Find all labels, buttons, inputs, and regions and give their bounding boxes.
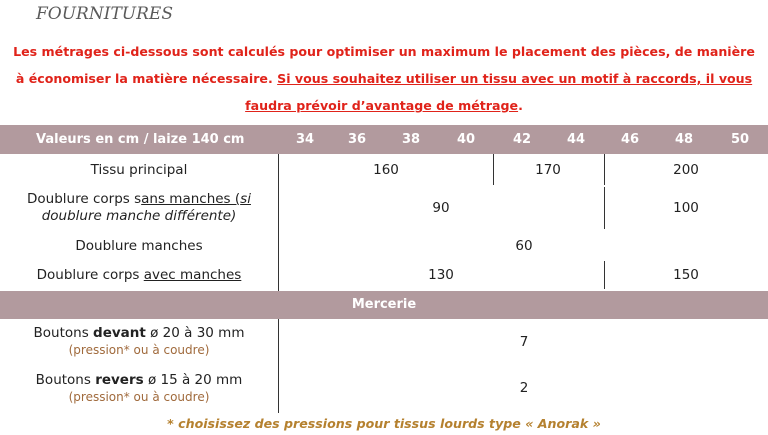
label-bold: revers (95, 372, 144, 388)
table-row-doublure-sans-manches (0, 187, 768, 231)
size-44: 44 (566, 132, 586, 147)
size-48: 48 (674, 132, 694, 147)
label-part: Doublure corps s (27, 191, 142, 207)
label-line2: doublure manche différente) (41, 208, 237, 224)
table-row-doublure-avec-manches (0, 261, 768, 291)
boutons-revers-note: (pression* ou à coudre) (68, 390, 210, 404)
label-part: Boutons (35, 372, 96, 388)
size-50: 50 (730, 132, 750, 147)
value-boutons-devant: 7 (519, 334, 529, 350)
row-label-boutons-revers (0, 372, 278, 406)
table-row-boutons-revers (0, 365, 768, 411)
size-46: 46 (620, 132, 640, 147)
label-underlined: avec manches (143, 267, 242, 283)
value-tissu-160: 160 (373, 162, 399, 178)
intro-note (8, 38, 760, 119)
label-bold: devant (93, 325, 146, 341)
divider-tissu-2 (604, 154, 605, 185)
label-part: Doublure corps (36, 267, 144, 283)
row-label-tissu-principal: Tissu principal (90, 162, 188, 178)
table-row-boutons-devant (0, 319, 768, 365)
value-avec-manches-130: 130 (428, 267, 454, 283)
size-42: 42 (512, 132, 532, 147)
column-divider-label (278, 154, 279, 291)
table-row-doublure-manches (0, 231, 768, 261)
boutons-devant-note: (pression* ou à coudre) (68, 343, 210, 357)
label-underlined-italic: si (240, 191, 251, 207)
row-label-boutons-devant (0, 325, 278, 359)
size-40: 40 (456, 132, 476, 147)
value-avec-manches-150: 150 (673, 267, 699, 283)
note-warning-underlined: Si vous souhaitez utiliser un tissu avec un motif à raccords, il vous faudra prévoir d’avantage de métrage (245, 71, 753, 113)
value-doublure-manches-60: 60 (515, 238, 533, 254)
mercerie-title: Mercerie (351, 297, 417, 312)
value-boutons-revers: 2 (519, 380, 529, 396)
size-34: 34 (295, 132, 315, 147)
header-label: Valeurs en cm / laize 140 cm (36, 132, 245, 147)
row-label-doublure-manches: Doublure manches (75, 238, 203, 254)
divider-avec-manches (604, 261, 605, 289)
label-part: Boutons (33, 325, 94, 341)
row-label-doublure-avec-manches (0, 267, 278, 284)
divider-doublure (604, 187, 605, 229)
value-tissu-170: 170 (535, 162, 561, 178)
note-period: . (518, 98, 523, 113)
footnote: * choisissez des pressions pour tissus lourds type « Anorak » (167, 416, 601, 431)
label-part: ø 20 à 30 mm (145, 325, 245, 341)
label-underlined: ans manches ( (141, 191, 241, 207)
section-heading: FOURNITURES (36, 4, 173, 24)
note-text: Les métrages ci-dessous sont calculés pour optimiser un maximum le placement des pièces, de manière à économiser la matière nécessaire. (13, 44, 755, 86)
size-36: 36 (347, 132, 367, 147)
value-doublure-90: 90 (432, 200, 450, 216)
mercerie-header (0, 291, 768, 319)
table-header (0, 125, 768, 154)
row-label-doublure-sans-manches (0, 191, 278, 225)
column-divider-mercerie (278, 319, 279, 413)
value-doublure-100: 100 (673, 200, 699, 216)
table-row-tissu-principal (0, 154, 768, 187)
divider-tissu-1 (493, 154, 494, 185)
label-part: ø 15 à 20 mm (143, 372, 243, 388)
size-38: 38 (401, 132, 421, 147)
value-tissu-200: 200 (673, 162, 699, 178)
